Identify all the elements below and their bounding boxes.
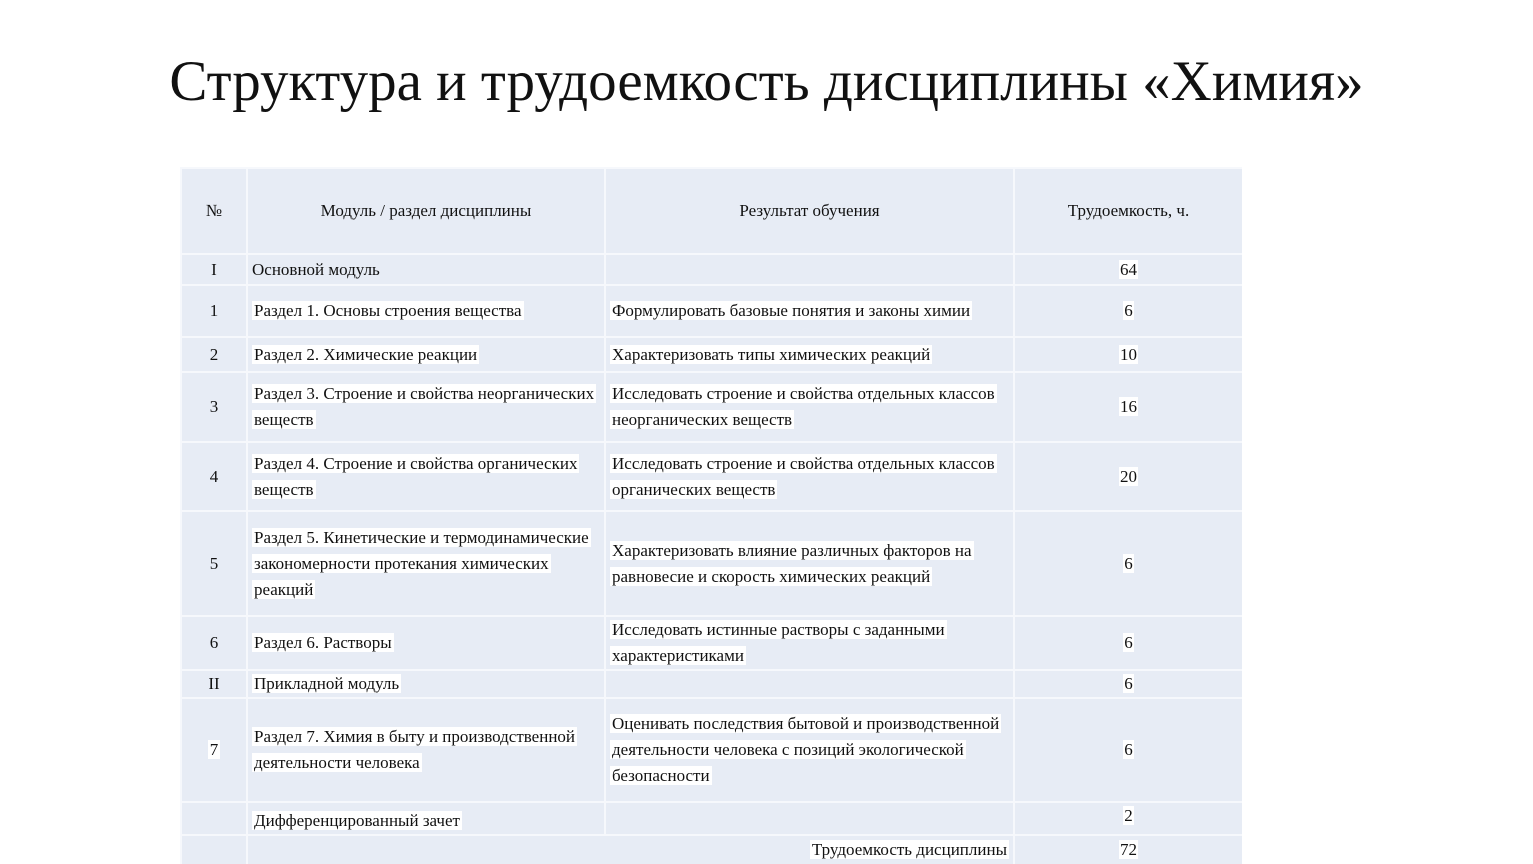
- row-result: [605, 254, 1014, 285]
- row-module: Дифференцированный зачет: [247, 802, 605, 835]
- row-hours: 64: [1014, 254, 1242, 285]
- row-hours: 2: [1014, 802, 1242, 835]
- row-module: Раздел 3. Строение и свойства неорганических веществ: [247, 372, 605, 442]
- row-num: II: [181, 670, 247, 698]
- table-row: [181, 285, 1242, 337]
- row-num: 4: [181, 442, 247, 511]
- header-result: Результат обучения: [605, 168, 1014, 254]
- row-hours: 10: [1014, 337, 1242, 372]
- row-module: Раздел 4. Строение и свойства органических веществ: [247, 442, 605, 511]
- table-row: [181, 511, 1242, 616]
- discipline-table-container: [180, 167, 1242, 864]
- row-num: 2: [181, 337, 247, 372]
- table-row: [181, 698, 1242, 802]
- row-hours: 6: [1014, 511, 1242, 616]
- row-result: Исследовать строение и свойства отдельных классов органических веществ: [605, 442, 1014, 511]
- row-result: Характеризовать типы химических реакций: [605, 337, 1014, 372]
- row-module: Раздел 7. Химия в быту и производственной деятельности человека: [247, 698, 605, 802]
- row-hours: 6: [1014, 698, 1242, 802]
- header-module: Модуль / раздел дисциплины: [247, 168, 605, 254]
- row-result: [605, 670, 1014, 698]
- row-hours: 20: [1014, 442, 1242, 511]
- row-hours: 6: [1014, 616, 1242, 670]
- discipline-table: [180, 167, 1242, 864]
- row-num: 7: [181, 698, 247, 802]
- table-row: [181, 442, 1242, 511]
- table-row: [181, 802, 1242, 835]
- row-module: Раздел 2. Химические реакции: [247, 337, 605, 372]
- row-result: Исследовать истинные растворы с заданными характеристиками: [605, 616, 1014, 670]
- total-label: Трудоемкость дисциплины: [247, 835, 1014, 864]
- row-module: Раздел 1. Основы строения вещества: [247, 285, 605, 337]
- table-row: [181, 670, 1242, 698]
- header-hours: Трудоемкость, ч.: [1014, 168, 1242, 254]
- row-hours: 6: [1014, 285, 1242, 337]
- row-module: Основной модуль: [247, 254, 605, 285]
- row-module: Раздел 6. Растворы: [247, 616, 605, 670]
- row-num: I: [181, 254, 247, 285]
- row-num: 5: [181, 511, 247, 616]
- row-hours: 6: [1014, 670, 1242, 698]
- row-num: 3: [181, 372, 247, 442]
- total-hours: 72: [1014, 835, 1242, 864]
- table-row: [181, 616, 1242, 670]
- row-num: 6: [181, 616, 247, 670]
- table-row: [181, 372, 1242, 442]
- table-total-row: [181, 835, 1242, 864]
- row-result: Характеризовать влияние различных факторов на равновесие и скорость химических реакций: [605, 511, 1014, 616]
- table-row: [181, 254, 1242, 285]
- row-num: 1: [181, 285, 247, 337]
- row-hours: 16: [1014, 372, 1242, 442]
- row-module: Раздел 5. Кинетические и термодинамические закономерности протекания химических реакций: [247, 511, 605, 616]
- row-result: [605, 802, 1014, 835]
- row-result: Формулировать базовые понятия и законы химии: [605, 285, 1014, 337]
- slide-title: Структура и трудоемкость дисциплины «Химия»: [169, 50, 1364, 113]
- table-row: [181, 337, 1242, 372]
- total-num: [181, 835, 247, 864]
- row-result: Исследовать строение и свойства отдельных классов неорганических веществ: [605, 372, 1014, 442]
- header-num: №: [181, 168, 247, 254]
- row-module: Прикладной модуль: [247, 670, 605, 698]
- row-result: Оценивать последствия бытовой и производственной деятельности человека с позиций экологической безопасности: [605, 698, 1014, 802]
- row-num: [181, 802, 247, 835]
- table-header-row: [181, 168, 1242, 254]
